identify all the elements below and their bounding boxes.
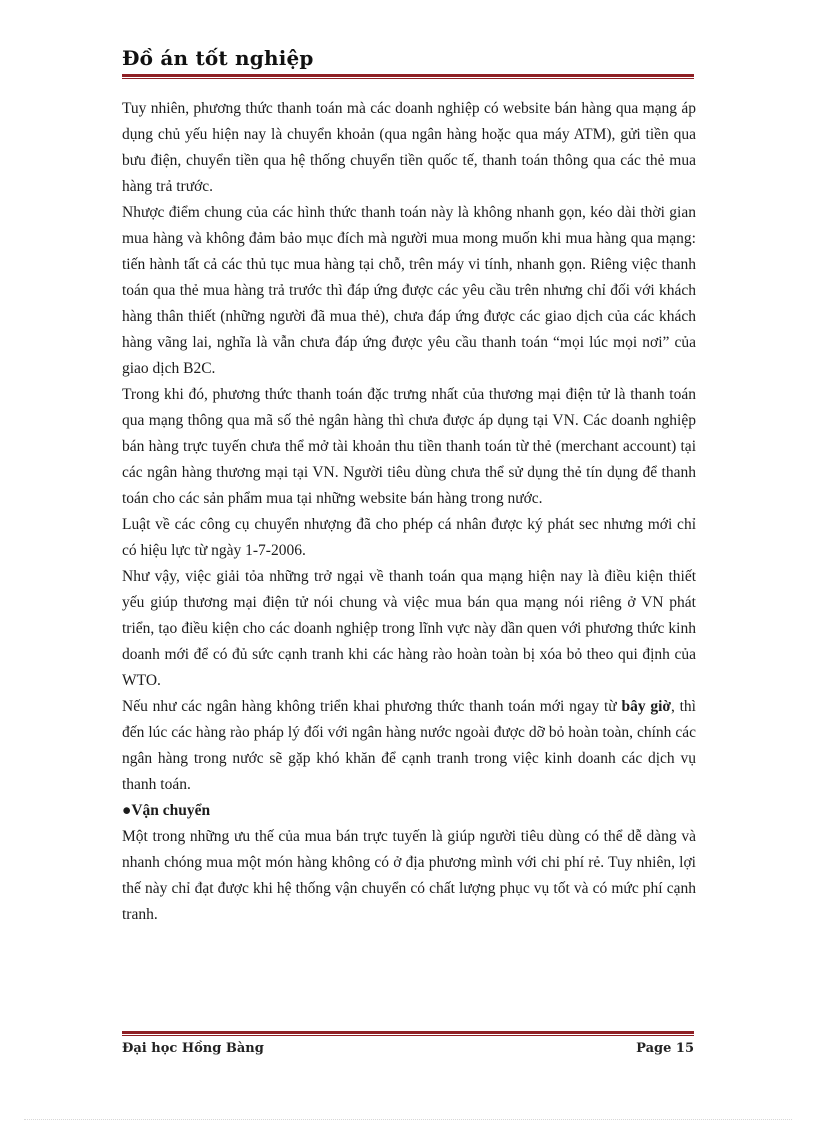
paragraph-text: Nếu như các ngân hàng không triển khai phương thức thanh toán mới ngay từ (122, 698, 622, 715)
paragraph: Tuy nhiên, phương thức thanh toán mà các doanh nghiệp có website bán hàng qua mạng áp dụng chủ yếu hiện nay là chuyển khoản (qua ngân hàng hoặc qua máy ATM), gửi tiền qua bưu điện, chuyển tiền qua hệ thống chuyển tiền quốc tế, thanh toán thông qua các thẻ mua hàng trả trước. (122, 100, 696, 195)
page-edge-divider (24, 1119, 792, 1120)
paragraph (122, 694, 696, 798)
footer-rule (122, 1031, 694, 1036)
paragraph: Trong khi đó, phương thức thanh toán đặc trưng nhất của thương mại điện tử là thanh toán qua mạng thông qua mã số thẻ ngân hàng thì chưa được áp dụng tại VN. Các doanh nghiệp bán hàng trực tuyến chưa thể mở tài khoản thu tiền thanh toán từ thẻ (merchant account) tại các ngân hàng thương mại tại VN. Người tiêu dùng chưa thể sử dụng thẻ tín dụng để thanh toán cho các sản phẩm mua tại những website bán hàng trong nước. (122, 386, 696, 507)
paragraph: Một trong những ưu thế của mua bán trực tuyến là giúp người tiêu dùng có thể dễ dàng và nhanh chóng mua một món hàng không có ở địa phương mình với chi phí rẻ. Tuy nhiên, lợi thế này chỉ đạt được khi hệ thống vận chuyển có chất lượng phục vụ tốt và có mức phí cạnh tranh. (122, 828, 696, 923)
body-text (122, 96, 696, 928)
footer-university: Đại học Hồng Bàng (122, 1041, 264, 1056)
footer-page-number: Page 15 (636, 1041, 694, 1056)
bold-phrase: bây giờ (621, 698, 671, 715)
header-rule (122, 74, 694, 79)
paragraph: Luật về các công cụ chuyển nhượng đã cho phép cá nhân được ký phát sec nhưng mới chỉ có hiệu lực từ ngày 1-7-2006. (122, 516, 696, 559)
section-heading: ●Vận chuyển (122, 802, 211, 819)
paragraph-text: , thì đến lúc các hàng rào pháp lý đối với ngân hàng nước ngoài được dỡ bỏ hoàn toàn, chính các ngân hàng trong nước sẽ gặp khó khăn để cạnh tranh trong việc kinh doanh các dịch vụ thanh toán. (122, 698, 696, 793)
paragraph: Nhược điểm chung của các hình thức thanh toán này là không nhanh gọn, kéo dài thời gian mua hàng và không đảm bảo mục đích mà người mua mong muốn khi mua hàng qua mạng: tiến hành tất cả các thủ tục mua hàng tại chỗ, trên máy vi tính, nhanh gọn. Riêng việc thanh toán qua thẻ mua hàng trả trước thì đáp ứng được các yêu cầu trên nhưng chỉ đối với khách hàng thân thiết (những người đã mua thẻ), chưa đáp ứng được các giao dịch của các khách hàng vãng lai, nghĩa là vẫn chưa đáp ứng được yêu cầu thanh toán “mọi lúc mọi nơi” của giao dịch B2C. (122, 204, 696, 377)
header-title: Đồ án tốt nghiệp (122, 46, 314, 70)
paragraph: Như vậy, việc giải tỏa những trở ngại về thanh toán qua mạng hiện nay là điều kiện thiết yếu giúp thương mại điện tử nói chung và việc mua bán qua mạng nói riêng ở VN phát triển, tạo điều kiện cho các doanh nghiệp trong lĩnh vực này dần quen với phương thức kinh doanh mới để có đủ sức cạnh tranh khi các hàng rào hoàn toàn bị xóa bỏ theo qui định của WTO. (122, 568, 696, 689)
